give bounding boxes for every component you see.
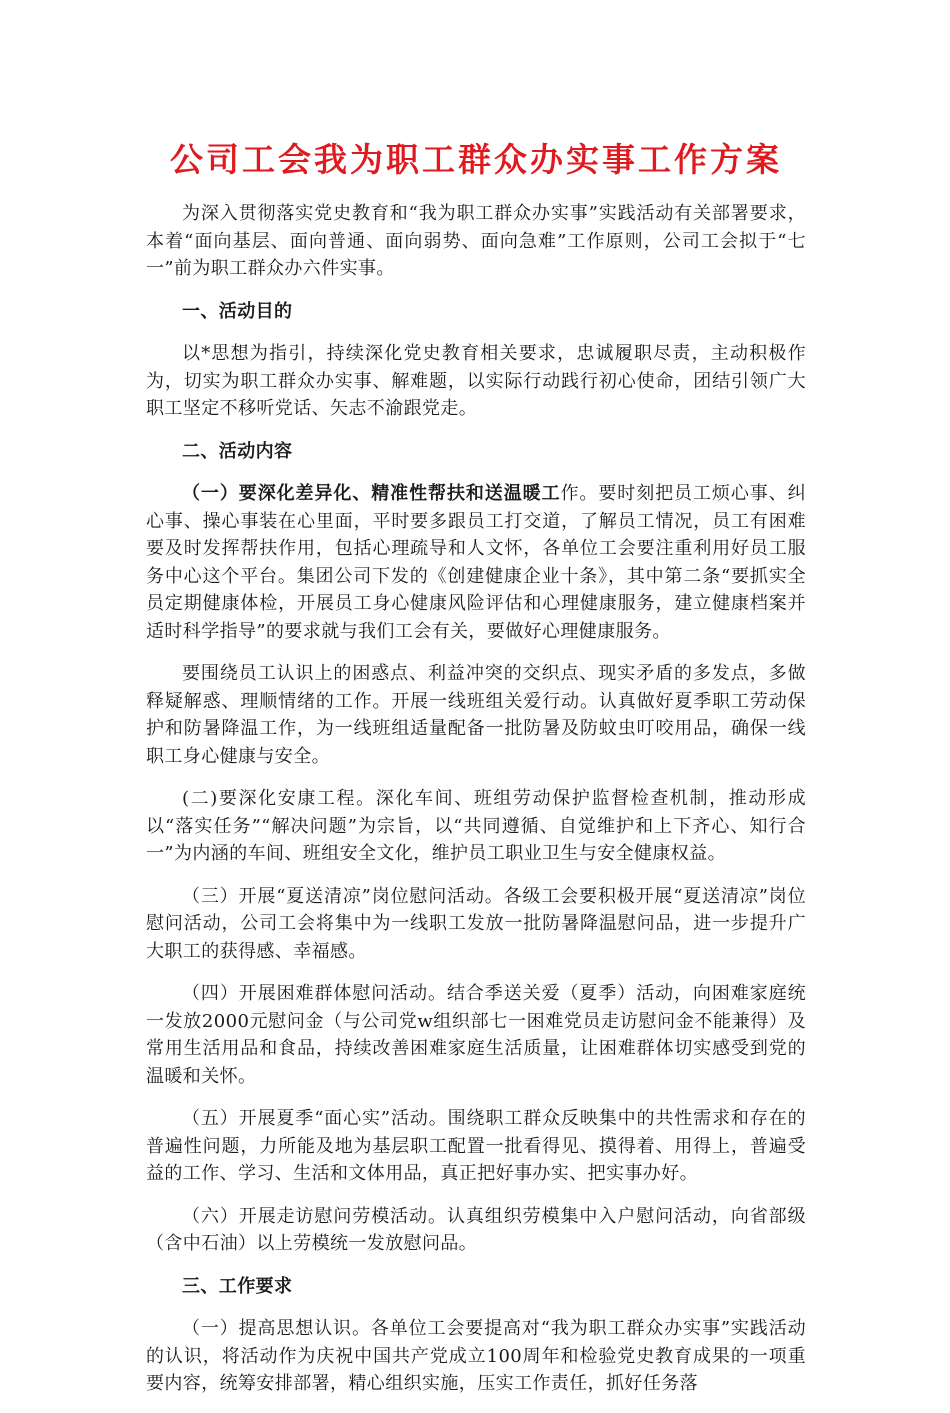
content-item-5: （五）开展夏季“面心实”活动。围绕职工群众反映集中的共性需求和存在的普遍性问题，力所能及地为基层职工配置一批看得见、摸得着、用得上，普遍受益的工作、学习、生活和文体用品，真正把好事办实、把实事办好。 (146, 1108, 806, 1184)
section-heading-content: 二、活动内容 (182, 440, 293, 462)
content-item-6: （六）开展走访慰问劳模活动。认真组织劳模集中入户慰问活动，向省部级（含中石油）以上劳模统一发放慰问品。 (146, 1205, 806, 1254)
content-item-1-lead: （一）要深化差异化、精准性帮扶和送温暖工 (182, 483, 561, 504)
content-item-3: （三）开展“夏送清凉”岗位慰问活动。各级工会要积极开展“夏送清凉”岗位慰问活动，公司工会将集中为一线职工发放一批防暑降温慰问品，进一步提升广大职工的获得感、幸福感。 (146, 885, 806, 962)
document-title: 公司工会我为职工群众办实事工作方案 (170, 140, 782, 179)
content-item-4: （四）开展困难群体慰问活动。结合季送关爱（夏季）活动，向困难家庭统一发放2000元慰问金（与公司党w组织部七一困难党员走访慰问金不能兼得）及常用生活用品和食品，持续改善困难家庭生活质量，让困难群体切实感受到党的温暖和关怀。 (146, 983, 806, 1087)
section-heading-purpose: 一、活动目的 (182, 300, 293, 322)
section-heading-requirements: 三、工作要求 (182, 1275, 293, 1297)
content-item-1-continued: 要围绕员工认识上的困惑点、利益冲突的交织点、现实矛盾的多发点，多做释疑解惑、理顺情绪的工作。开展一线班组关爱行动。认真做好夏季职工劳动保护和防暑降温工作，为一线班组适量配备一批防暑及防蚊虫叮咬用品，确保一线职工身心健康与安全。 (146, 663, 806, 767)
purpose-paragraph: 以*思想为指引，持续深化党史教育相关要求，忠诚履职尽责，主动积极作为，切实为职工群众办实事、解难题，以实际行动践行初心使命，团结引领广大职工坚定不移听党话、矢志不渝跟党走。 (146, 343, 806, 419)
requirements-item-1: （一）提高思想认识。各单位工会要提高对“我为职工群众办实事”实践活动的认识，将活动作为庆祝中国共产党成立100周年和检验党史教育成果的一项重要内容，统筹安排部署，精心组织实施，压实工作责任，抓好任务落 (146, 1318, 806, 1394)
intro-paragraph: 为深入贯彻落实党史教育和“我为职工群众办实事”实践活动有关部署要求，本着“面向基层、面向普通、面向弱势、面向急难”工作原则，公司工会拟于“七一”前为职工群众办六件实事。 (146, 203, 806, 279)
content-item-2: (二)要深化安康工程。深化车间、班组劳动保护监督检查机制，推动形成以“落实任务”“解决问题”为宗旨，以“共同遵循、自觉维护和上下齐心、知行合一”为内涵的车间、班组安全文化，维护员工职业卫生与安全健康权益。 (146, 788, 806, 864)
document-body (146, 138, 806, 1413)
content-item-1-text: 作。要时刻把员工烦心事、纠心事、操心事装在心里面，平时要多跟员工打交道，了解员工情况，员工有困难要及时发挥帮扶作用，包括心理疏导和人文怀，各单位工会要注重利用好员工服务中心这个平台。集团公司下发的《创建健康企业十条》，其中第二条“要抓实全员定期健康体检，开展员工身心健康风险评估和心理健康服务，建立健康档案并适时科学指导”的要求就与我们工会有关，要做好心理健康服务。 (146, 483, 806, 642)
content-item-1 (146, 480, 806, 645)
